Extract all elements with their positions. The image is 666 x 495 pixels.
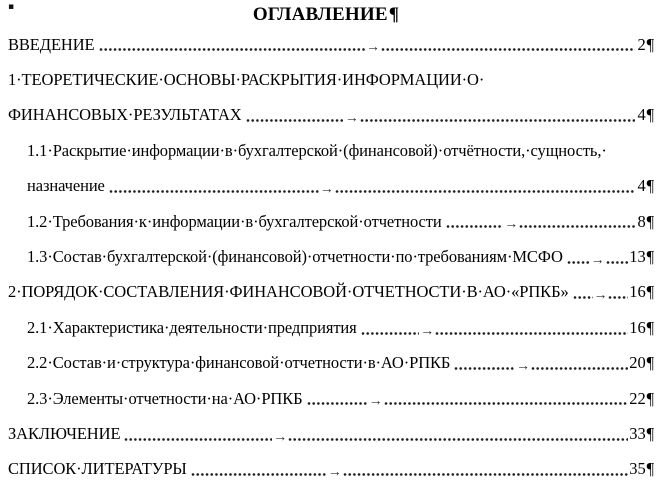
toc-entry-1-2[interactable] <box>8 204 654 239</box>
page-number: 20 <box>629 353 646 373</box>
toc-entry-text: ФИНАНСОВЫХ·РЕЗУЛЬТАТАХ <box>8 105 242 125</box>
pilcrow-mark: ¶ <box>646 459 654 479</box>
dot-leader <box>109 189 319 194</box>
pilcrow-mark: ¶ <box>646 176 654 196</box>
page-number: 22 <box>629 388 646 408</box>
dot-leader <box>519 224 634 229</box>
dot-leader <box>446 224 504 229</box>
toc-entry-chapter1-line2[interactable] <box>8 98 654 133</box>
tab-arrow-mark: → <box>420 323 435 339</box>
pilcrow-mark: ¶ <box>388 4 400 25</box>
dot-leader <box>454 366 515 371</box>
paragraph-square-mark: ▪ <box>8 2 15 12</box>
page-number: 13 <box>629 247 646 267</box>
tab-arrow-mark: → <box>590 252 605 268</box>
dot-leader <box>99 47 365 52</box>
toc-entry-text: ВВЕДЕНИЕ <box>8 34 95 54</box>
toc-entry-1-3[interactable] <box>8 239 654 274</box>
toc-entry-2-3[interactable] <box>8 381 654 416</box>
toc-entry-spisok-literatury[interactable] <box>8 452 654 487</box>
dot-leader <box>191 472 327 477</box>
toc-entry-text: 2.2·Состав·и·структура·финансовой·отчетности·в·АО·РПКБ <box>27 353 451 373</box>
page-number: 8 <box>637 211 646 231</box>
dot-leader <box>307 401 368 406</box>
toc-entry-1-1-line2[interactable] <box>8 169 654 204</box>
tab-arrow-mark: → <box>368 394 383 410</box>
dot-leader <box>124 437 272 442</box>
pilcrow-mark: ¶ <box>646 317 654 337</box>
pilcrow-mark: ¶ <box>646 105 654 125</box>
dot-leader <box>288 437 628 442</box>
pilcrow-mark: ¶ <box>646 423 654 443</box>
tab-arrow-mark: → <box>516 358 531 374</box>
tab-arrow-mark: → <box>344 111 359 127</box>
toc-entry-text: 2·ПОРЯДОК·СОСТАВЛЕНИЯ·ФИНАНСОВОЙ·ОТЧЕТНОСТИ·В·АО·«РПКБ» <box>8 282 569 302</box>
dot-leader <box>343 472 629 477</box>
tab-arrow-mark: → <box>327 465 342 481</box>
pilcrow-mark: ¶ <box>646 282 654 302</box>
toc-title <box>0 4 652 26</box>
tab-arrow-mark: → <box>504 217 519 233</box>
toc-entry-text: 1.3·Состав·бухгалтерской·(финансовой)·отчетности·по·требованиям·МСФО <box>27 247 563 267</box>
toc-entry-text: назначение <box>27 176 105 196</box>
toc-entry-text: ЗАКЛЮЧЕНИЕ <box>8 423 121 443</box>
dot-leader <box>608 295 628 300</box>
dot-leader <box>246 118 344 123</box>
dot-leader <box>606 260 629 265</box>
page-number: 4 <box>637 105 646 125</box>
tab-arrow-mark: → <box>593 288 608 304</box>
page-number: 4 <box>637 176 646 196</box>
pilcrow-mark: ¶ <box>646 353 654 373</box>
dot-leader <box>573 295 593 300</box>
page-number: 2 <box>637 34 646 54</box>
toc-entry-text: 1.1·Раскрытие·информации·в·бухгалтерской·(финансовой)·отчётности,·сущность,· <box>27 140 607 160</box>
pilcrow-mark: ¶ <box>646 211 654 231</box>
tab-arrow-mark: → <box>365 40 380 56</box>
dot-leader <box>361 331 420 336</box>
table-of-contents <box>8 27 654 487</box>
dot-leader <box>335 189 635 194</box>
dot-leader <box>531 366 628 371</box>
toc-entry-chapter1-line1[interactable] <box>8 62 654 97</box>
tab-arrow-mark: → <box>319 181 334 197</box>
tab-arrow-mark: → <box>273 429 288 445</box>
page-number: 16 <box>629 282 646 302</box>
toc-entry-2-2[interactable] <box>8 346 654 381</box>
toc-entry-text: 1.2·Требования·к·информации·в·бухгалтерской·отчетности <box>27 211 442 231</box>
dot-leader <box>384 401 629 406</box>
toc-entry-text: 2.1·Характеристика·деятельности·предприятия <box>27 317 357 337</box>
toc-entry-text: 1·ТЕОРЕТИЧЕСКИЕ·ОСНОВЫ·РАСКРЫТИЯ·ИНФОРМАЦИИ·О· <box>8 70 485 90</box>
page-number: 33 <box>629 423 646 443</box>
toc-entry-text: 2.3·Элементы·отчетности·на·АО·РПКБ <box>27 388 303 408</box>
dot-leader <box>381 47 635 52</box>
toc-entry-1-1-line1[interactable] <box>8 133 654 168</box>
pilcrow-mark: ¶ <box>646 388 654 408</box>
page-number: 35 <box>629 459 646 479</box>
pilcrow-mark: ¶ <box>646 247 654 267</box>
toc-entry-chapter2[interactable] <box>8 275 654 310</box>
dot-leader <box>435 331 628 336</box>
toc-entry-2-1[interactable] <box>8 310 654 345</box>
page-number: 16 <box>629 317 646 337</box>
toc-entry-text: СПИСОК·ЛИТЕРАТУРЫ <box>8 459 187 479</box>
dot-leader <box>360 118 635 123</box>
dot-leader <box>567 260 590 265</box>
pilcrow-mark: ¶ <box>646 34 654 54</box>
toc-entry-zakluchenie[interactable] <box>8 416 654 451</box>
toc-entry-vvedenie[interactable] <box>8 27 654 62</box>
toc-title-text: ОГЛАВЛЕНИЕ <box>252 4 388 25</box>
